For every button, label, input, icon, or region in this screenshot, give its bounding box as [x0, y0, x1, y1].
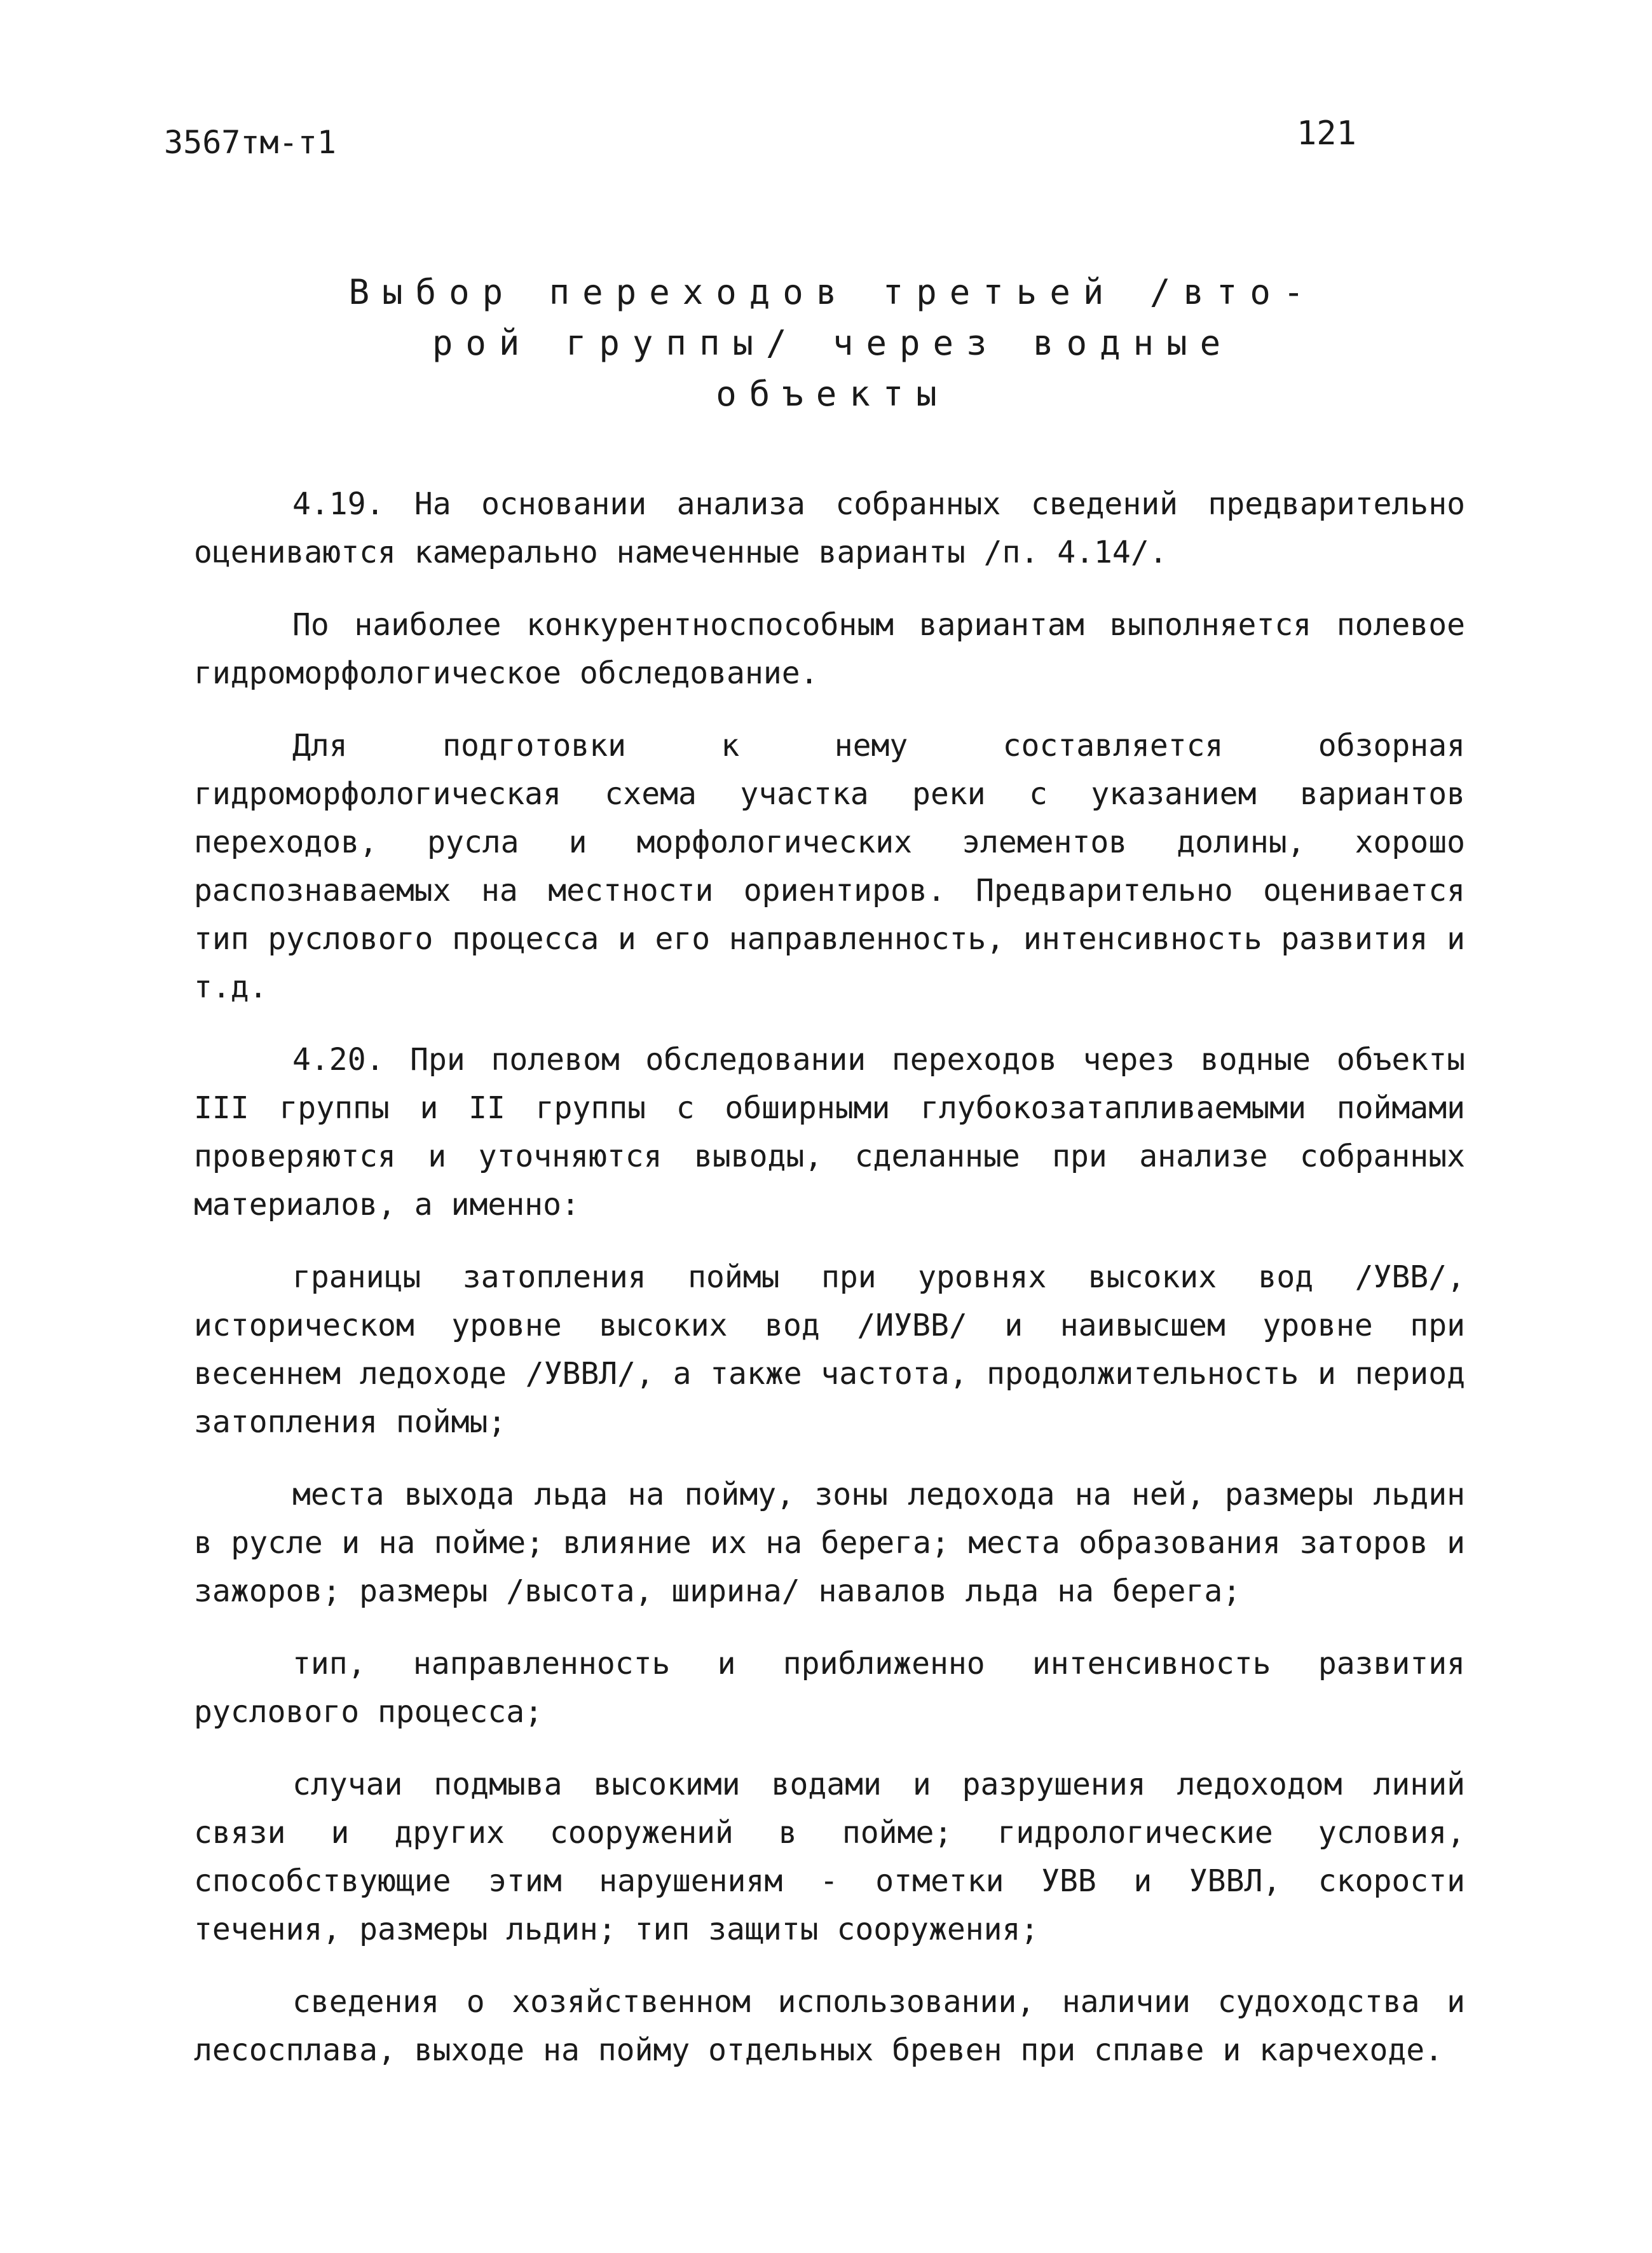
- list-item: границы затопления поймы при уровнях высоких вод /УВВ/, историческом уровне высоких вод /ИУВВ/ и наивысшем уровне при весеннем ледоходе /УВВЛ/, а также частота, продолжительность и период затопления поймы;: [194, 1259, 1465, 1440]
- body-text: [194, 480, 1465, 2099]
- page-number: 121: [1297, 114, 1356, 153]
- list-item: места выхода льда на пойму, зоны ледохода на ней, размеры льдин в русле и на пойме; влияние их на берега; места образования заторов и зажоров; размеры /высота, ширина/ навалов льда на берега;: [194, 1477, 1465, 1609]
- paragraph-4-19: 4.19. На основании анализа собранных сведений предварительно оцениваются камерально намеченные варианты /п. 4.14/.: [194, 486, 1465, 570]
- paragraph-4-20: 4.20. При полевом обследовании переходов через водные объекты III группы и II группы с обширными глубокозатапливаемыми поймами проверяются и уточняются выводы, сделанные при анализе собранных материалов, а именно:: [194, 1042, 1465, 1222]
- list-item: сведения о хозяйственном использовании, наличии судоходства и лесосплава, выходе на пойму отдельных бревен при сплаве и карчеходе.: [194, 1984, 1465, 2068]
- paragraph: По наиболее конкурентноспособным вариантам выполняется полевое гидроморфологическое обследование.: [194, 607, 1465, 691]
- section-title-line: Выбор переходов третьей /вто-: [348, 272, 1317, 312]
- section-title-line: объекты: [716, 374, 950, 414]
- section-title: [210, 267, 1456, 420]
- paragraph: Для подготовки к нему составляется обзорная гидроморфологическая схема участка реки с указанием вариантов переходов, русла и морфологических элементов долины, хорошо распознаваемых на местности ориентиров. Предварительно оценивается тип руслового процесса и его направленность, интенсивность развития и т.д.: [194, 728, 1465, 1005]
- list-item: случаи подмыва высокими водами и разрушения ледоходом линий связи и других сооружений в пойме; гидрологические условия, способствующие этим нарушениям - отметки УВВ и УВВЛ, скорости течения, размеры льдин; тип защиты сооружения;: [194, 1767, 1465, 1947]
- list-item: тип, направленность и приближенно интенсивность развития руслового процесса;: [194, 1646, 1465, 1730]
- document-code: 3567тм-т1: [164, 124, 336, 161]
- section-title-line: рой группы/ через водные: [432, 323, 1234, 363]
